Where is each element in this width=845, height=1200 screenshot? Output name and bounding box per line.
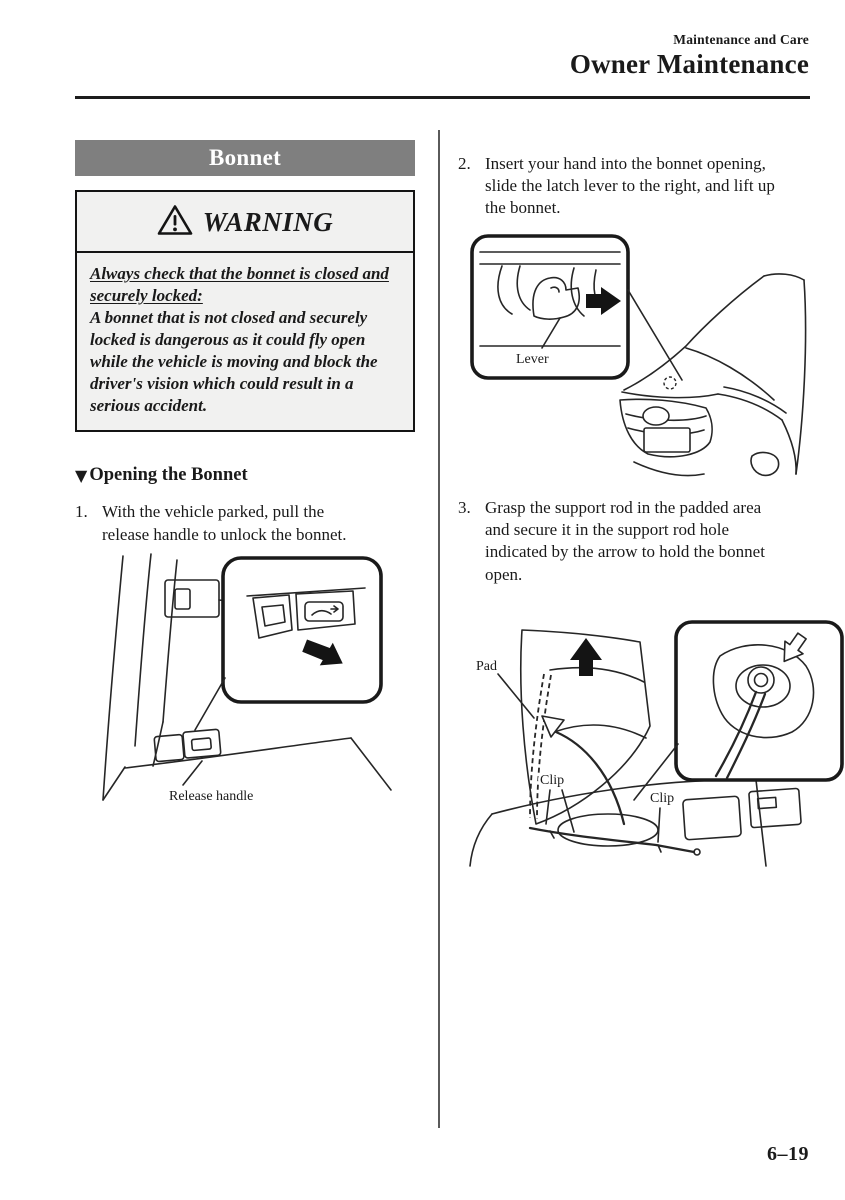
clip-right-label: Clip (650, 790, 675, 806)
page-header (570, 32, 809, 80)
clip-left-label: Clip (540, 772, 565, 788)
lever-inset (472, 236, 628, 378)
step-number: 2. (458, 154, 471, 173)
down-triangle-icon: ▼ (75, 465, 88, 485)
inset-leader-line (195, 678, 225, 730)
lever-label: Lever (516, 352, 549, 368)
warning-lead-text: Always check that the bonnet is closed and securely locked: (90, 264, 389, 305)
step-text: Insert your hand into the bonnet opening, slide the latch lever to the right, and lift up the bonnet. (485, 154, 775, 218)
step-2 (458, 153, 844, 219)
lift-up-arrow-icon (570, 638, 602, 676)
caption-leader-line (183, 761, 202, 785)
chapter-label: Maintenance and Care (673, 32, 809, 47)
step-number: 3. (458, 498, 471, 518)
warning-box (75, 190, 415, 432)
open-bonnet-line-art (521, 630, 650, 824)
support-rod-drawing (542, 716, 624, 824)
step-text: With the vehicle parked, pull the release handle to unlock the bonnet. (102, 502, 347, 544)
release-handle-caption: Release handle (169, 788, 254, 804)
figure-release-handle (89, 550, 401, 812)
car-front-line-art (620, 274, 806, 476)
warning-body-text: A bonnet that is not closed and securely locked is dangerous as it could fly open while the vehicle is moving and block the driver's vision which could result in a serious accident. (90, 307, 378, 415)
support-rod-hole-inset (676, 622, 842, 780)
step-3 (458, 497, 844, 585)
warning-body (77, 253, 413, 430)
page-number: 6–19 (767, 1143, 809, 1165)
left-column (75, 140, 415, 812)
clip-right-leader-line (658, 808, 660, 842)
warning-heading: WARNING (202, 207, 334, 237)
inset-leader-line (628, 290, 682, 380)
figure-latch-lever (456, 230, 842, 482)
subsection-heading (75, 465, 415, 486)
pad-leader-line (498, 674, 534, 718)
release-handle-inset (223, 558, 381, 702)
warning-triangle-icon (157, 204, 193, 241)
step-text: Grasp the support rod in the padded area and secure it in the support rod hole indicated by the arrow to hold the bonnet open. (485, 498, 765, 584)
right-column (458, 138, 844, 884)
step-number: 1. (75, 502, 88, 522)
header-rule (75, 96, 810, 99)
section-title-bar: Bonnet (75, 140, 415, 176)
bonnet-latch-mark (664, 377, 676, 389)
column-divider (438, 130, 440, 1128)
step-1 (75, 501, 415, 545)
figure-support-rod (458, 612, 845, 884)
page-title: Owner Maintenance (569, 49, 809, 79)
warning-header (77, 192, 413, 253)
pad-label: Pad (476, 658, 497, 674)
subsection-title: Opening the Bonnet (89, 465, 248, 486)
